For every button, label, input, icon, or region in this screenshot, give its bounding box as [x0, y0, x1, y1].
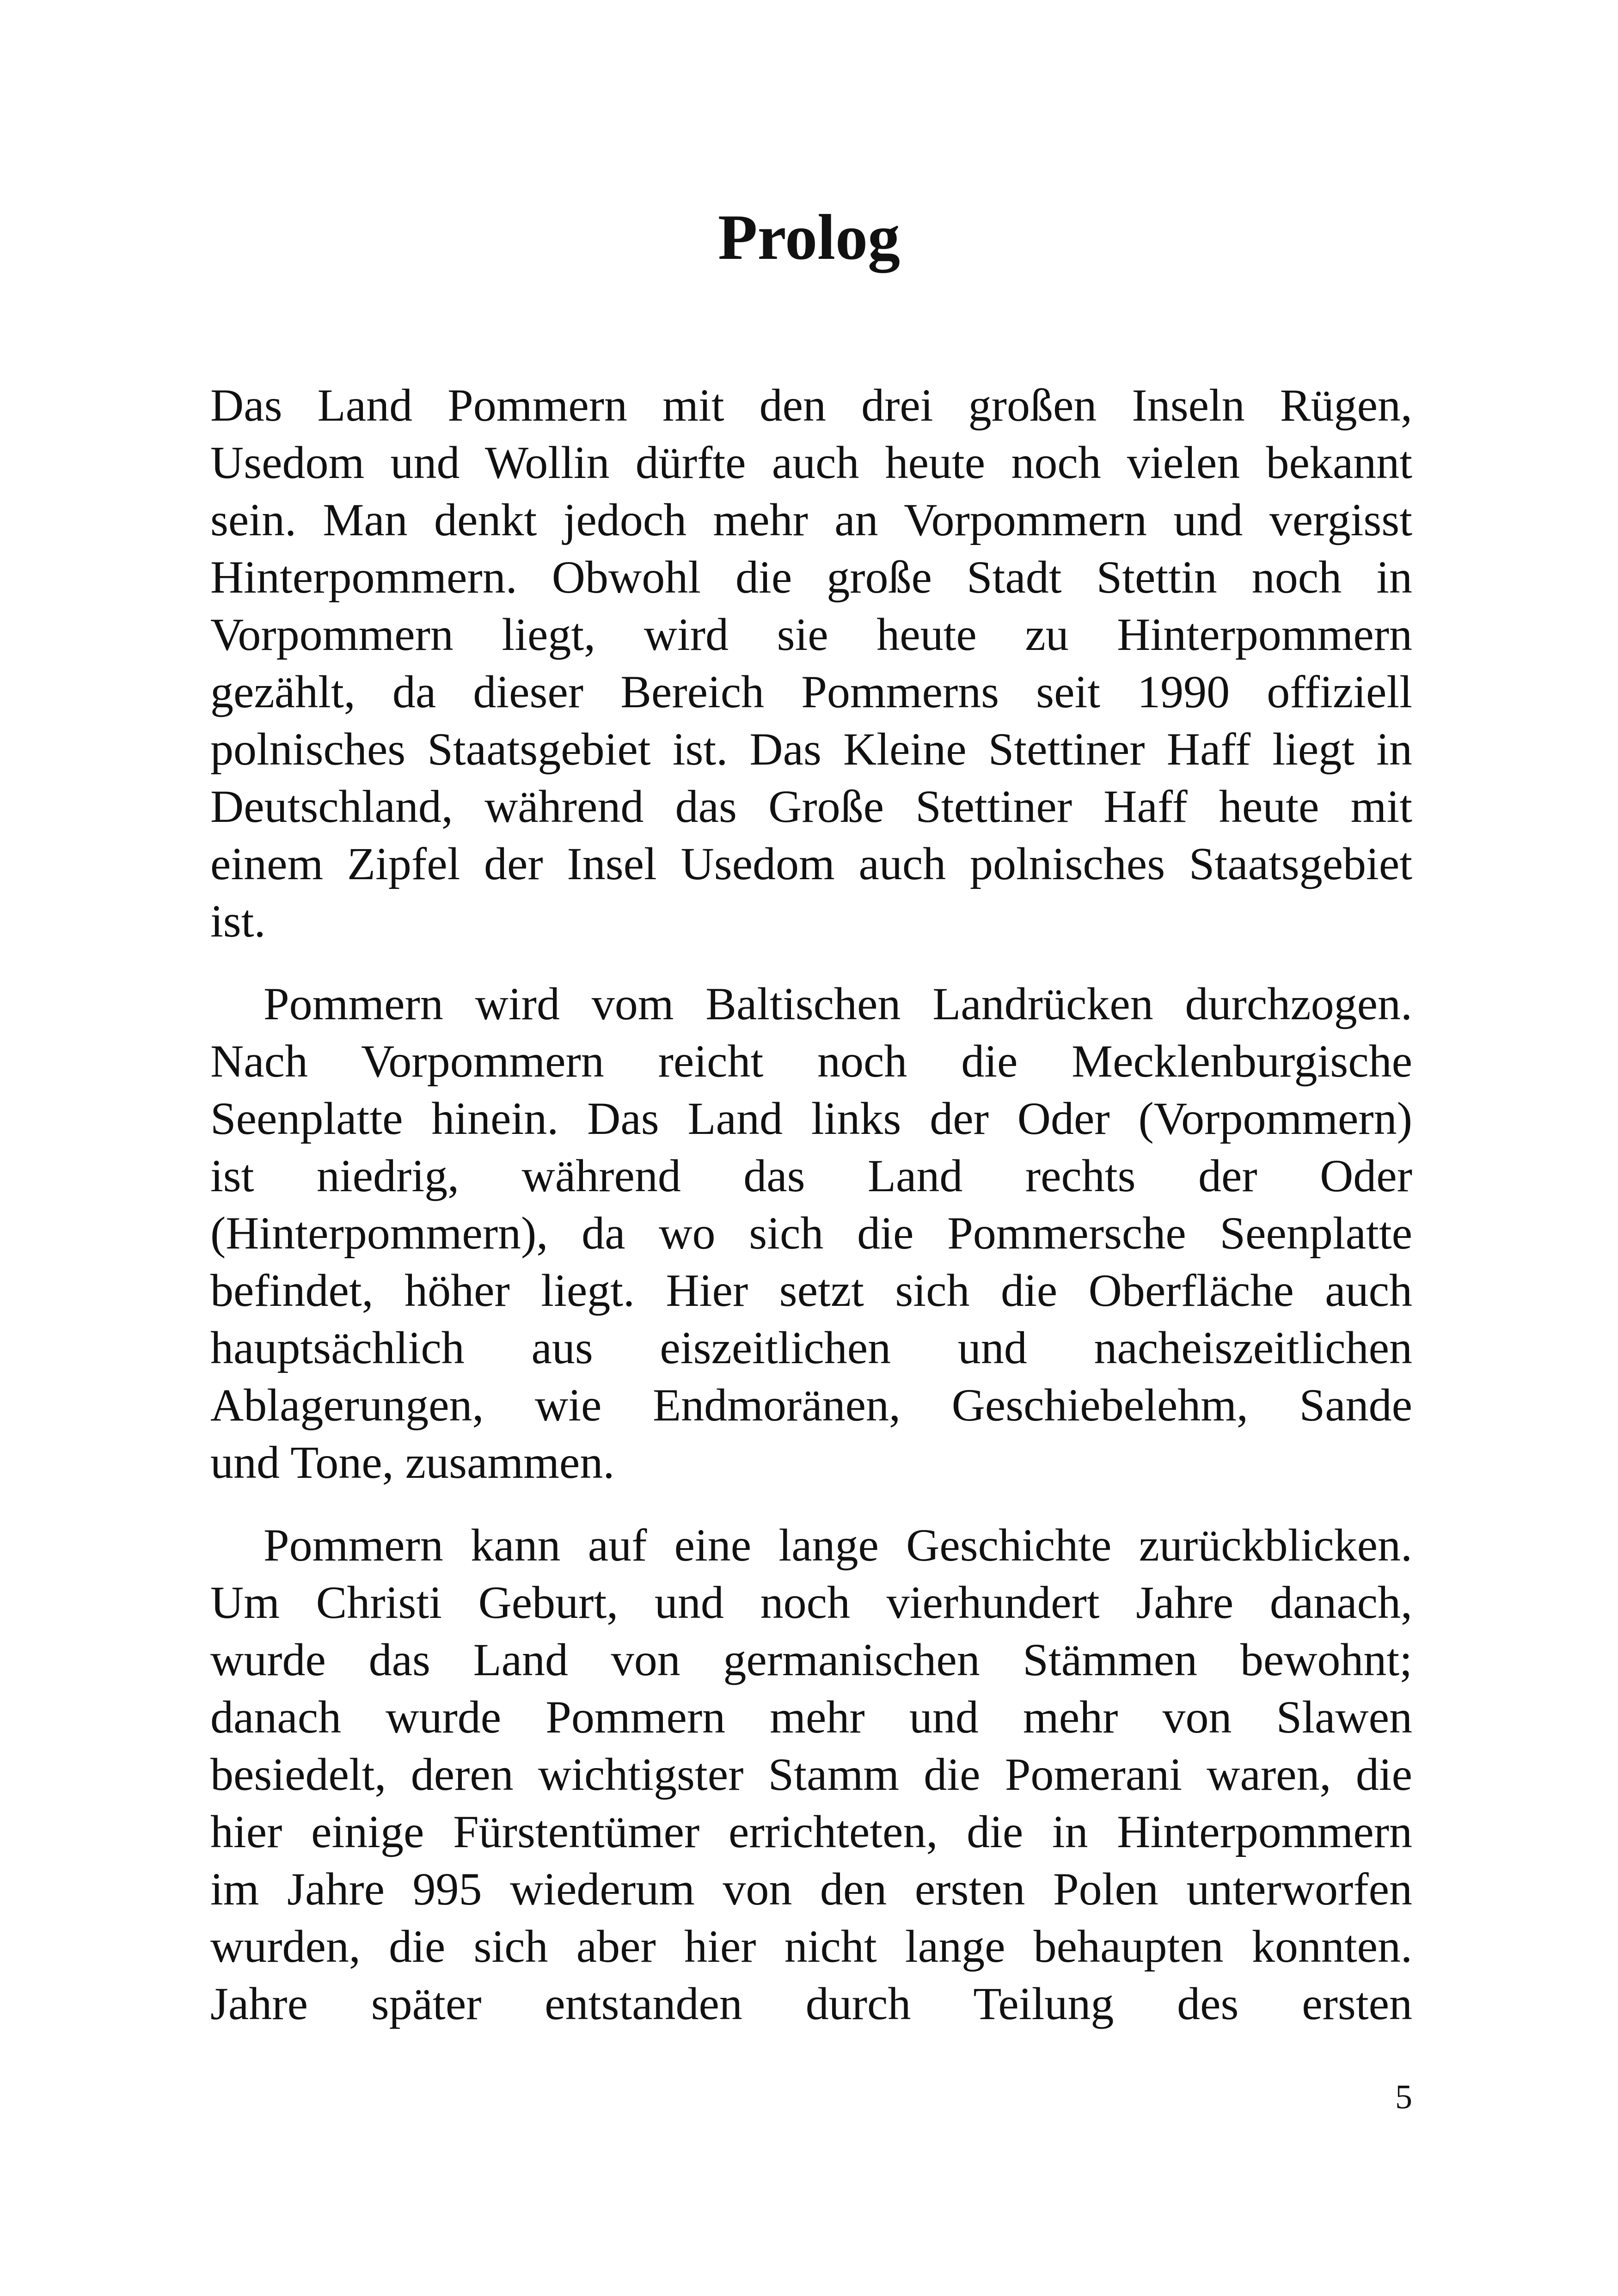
text-line: Vorpommern liegt, wird sie heute zu Hinterpommern [210, 609, 1412, 660]
text-line: Nach Vorpommern reicht noch die Mecklenburgische [210, 1035, 1412, 1087]
page-title: Prolog [717, 202, 901, 273]
text-line: polnisches Staatsgebiet ist. Das Kleine Stettiner Haff liegt in [210, 723, 1412, 775]
text-line: und Tone, zusammen. [210, 1437, 615, 1488]
text-line: danach wurde Pommern mehr und mehr von Slawen [210, 1691, 1412, 1743]
text-line: Deutschland, während das Große Stettiner Haff heute mit [210, 781, 1412, 832]
text-line: ist niedrig, während das Land rechts der Oder [210, 1150, 1412, 1201]
text-line: im Jahre 995 wiederum von den ersten Polen unterworfen [210, 1863, 1412, 1915]
text-line: (Hinterpommern), da wo sich die Pommersche Seenplatte [210, 1207, 1412, 1259]
text-line: ist. [210, 895, 266, 947]
text-line: Das Land Pommern mit den drei großen Inseln Rügen, [210, 380, 1412, 431]
text-line: hier einige Fürstentümer errichteten, die in Hinterpommern [210, 1806, 1412, 1857]
text-line: Jahre später entstanden durch Teilung des ersten [210, 1978, 1412, 2029]
text-line: hauptsächlich aus eiszeitlichen und nacheiszeitlichen [210, 1322, 1412, 1373]
paragraph [210, 975, 1412, 1491]
text-line: Ablagerungen, wie Endmoränen, Geschiebelehm, Sande [210, 1379, 1412, 1431]
text-line: gezählt, da dieser Bereich Pommerns seit 1990 offiziell [210, 666, 1412, 717]
paragraph [210, 377, 1412, 950]
text-line: sein. Man denkt jedoch mehr an Vorpommern und vergisst [210, 494, 1412, 545]
text-line: Usedom und Wollin dürfte auch heute noch vielen bekannt [210, 437, 1412, 488]
page-number: 5 [1395, 2078, 1412, 2116]
body-text [210, 377, 1412, 2058]
text-line: wurde das Land von germanischen Stämmen bewohnt; [210, 1634, 1412, 1685]
text-line: Pommern kann auf eine lange Geschichte zurückblicken. [264, 1519, 1412, 1571]
text-line: befindet, höher liegt. Hier setzt sich die Oberfläche auch [210, 1265, 1412, 1316]
text-line: wurden, die sich aber hier nicht lange behaupten konnten. [210, 1921, 1412, 1972]
text-line: Pommern wird vom Baltischen Landrücken durchzogen. [264, 978, 1412, 1029]
paragraph [210, 1517, 1412, 2033]
text-line: besiedelt, deren wichtigster Stamm die Pomerani waren, die [210, 1749, 1412, 1800]
text-line: Hinterpommern. Obwohl die große Stadt Stettin noch in [210, 551, 1412, 603]
text-line: Seenplatte hinein. Das Land links der Oder (Vorpommern) [210, 1093, 1412, 1144]
text-line: einem Zipfel der Insel Usedom auch polnisches Staatsgebiet [210, 838, 1412, 889]
text-line: Um Christi Geburt, und noch vierhundert Jahre danach, [210, 1577, 1412, 1628]
